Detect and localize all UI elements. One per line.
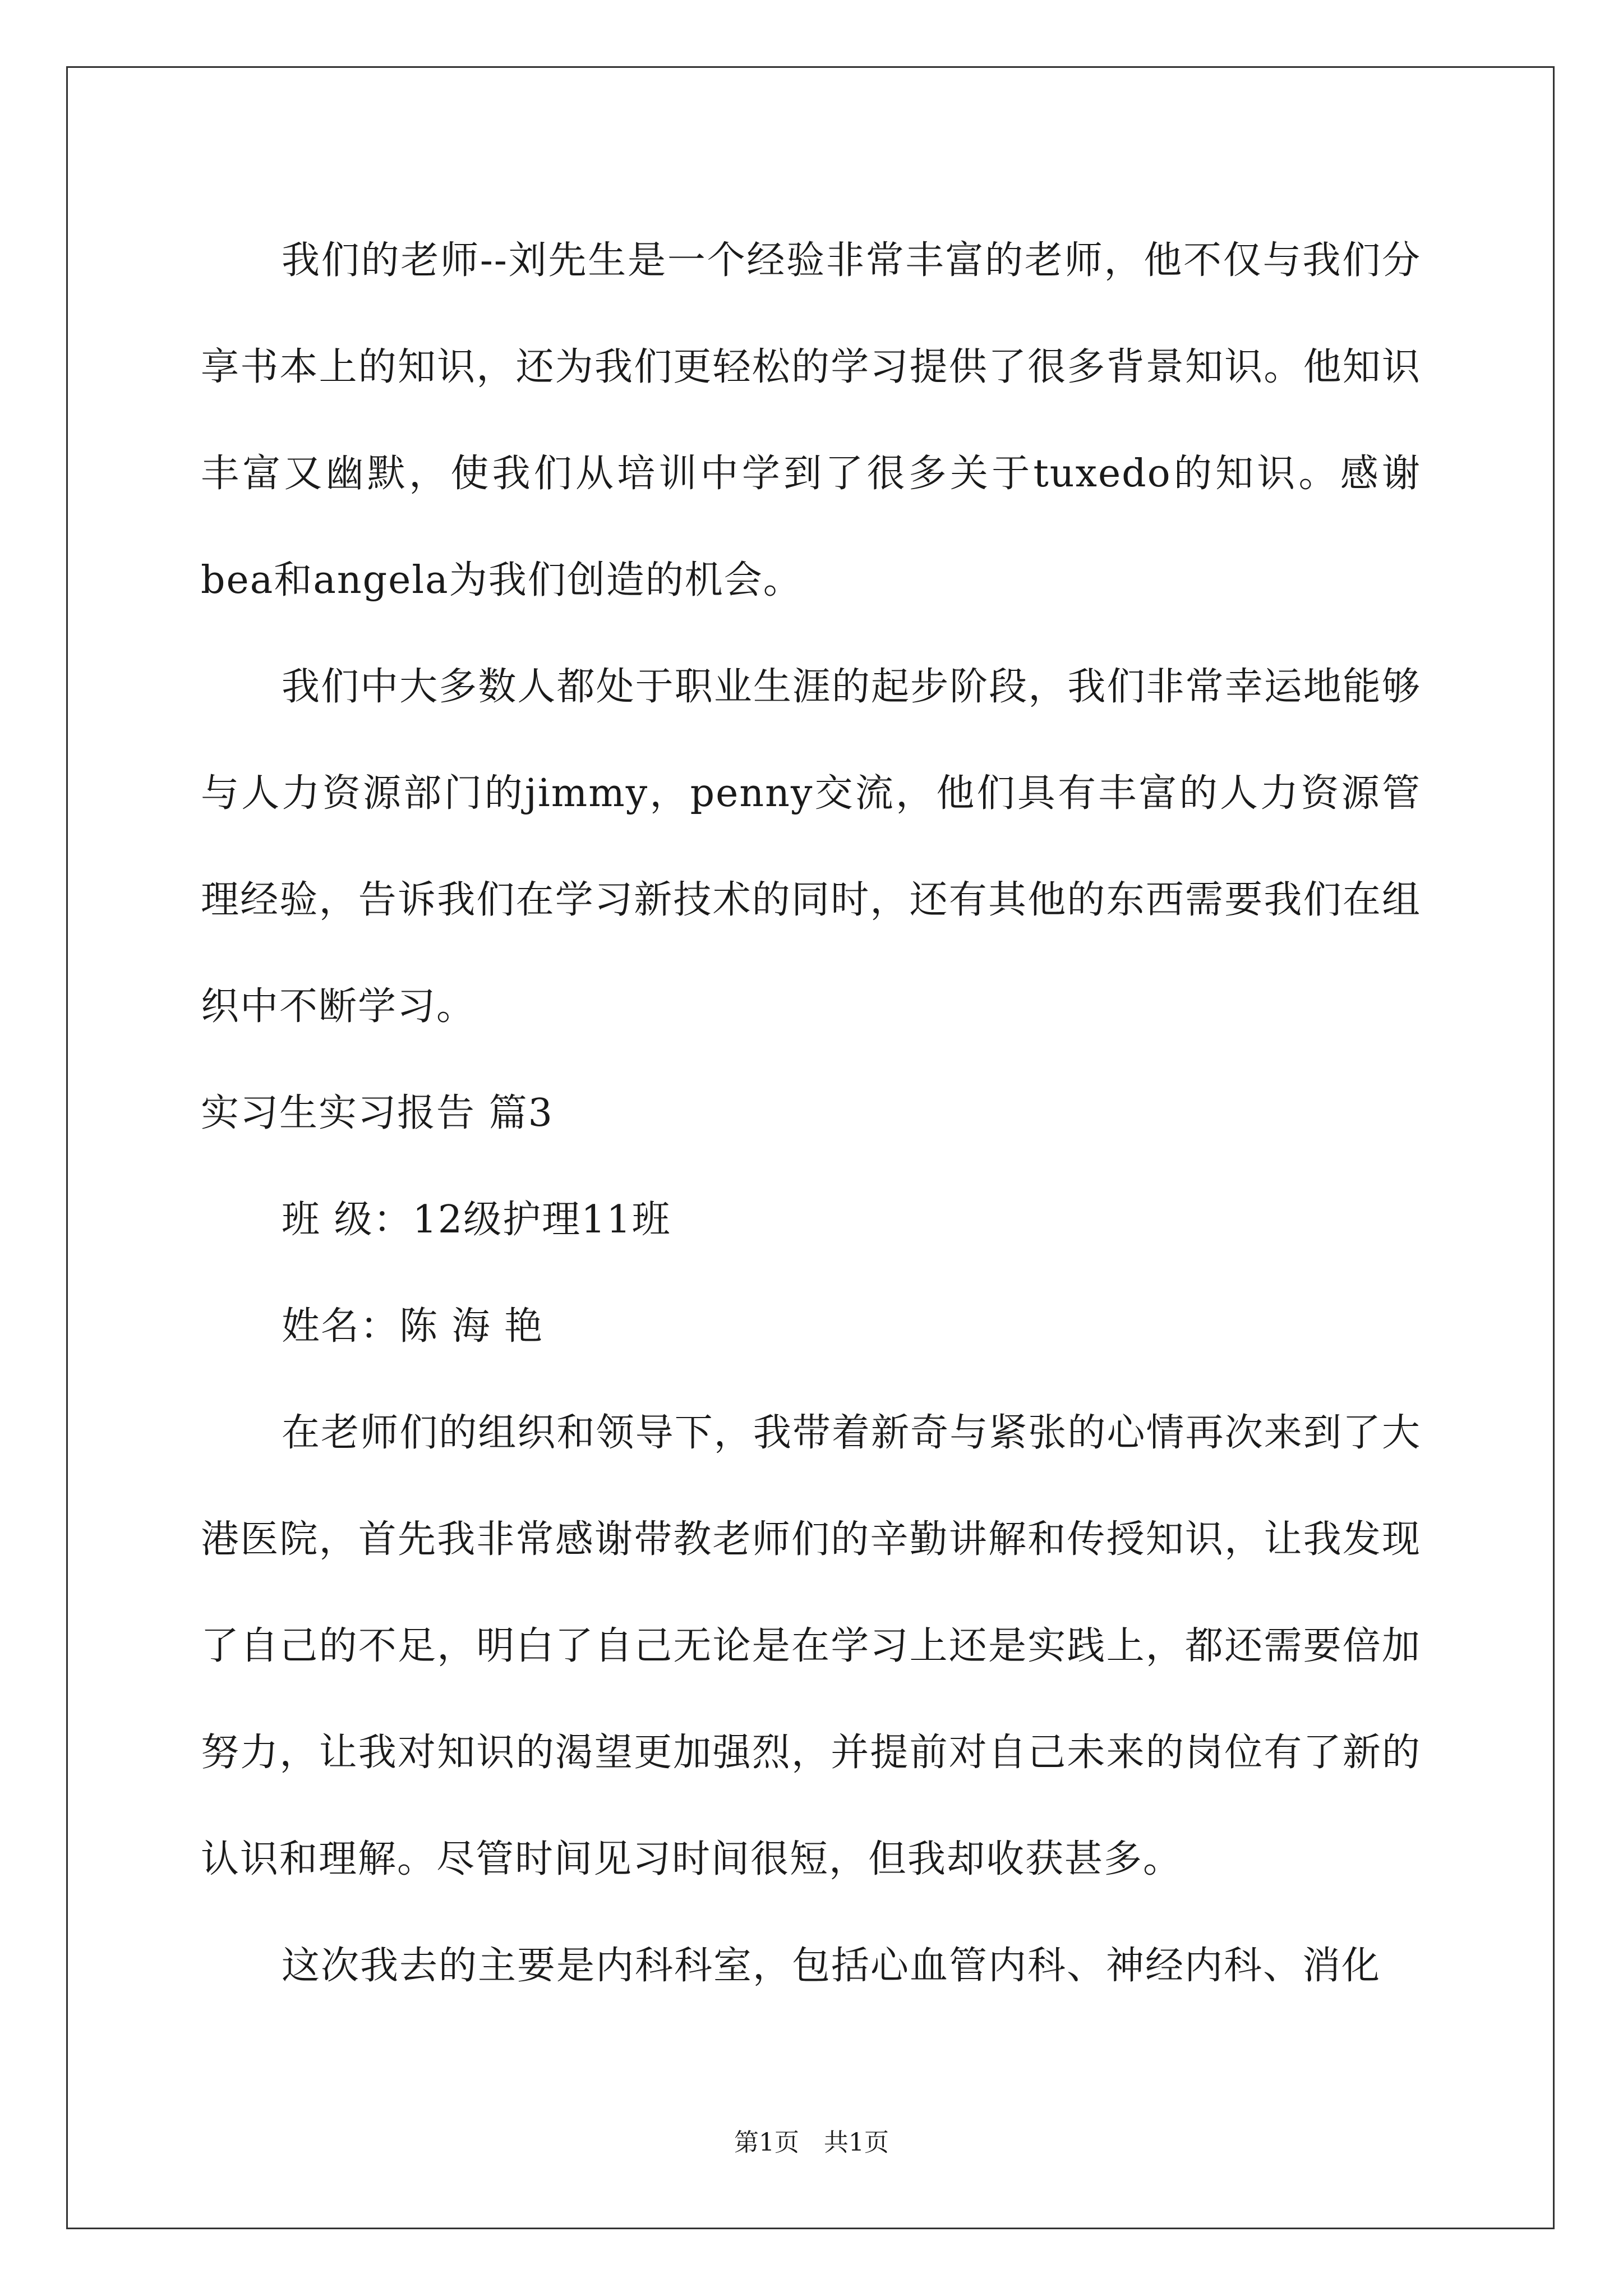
class-line: 班 级：12级护理11班	[282, 1198, 671, 1242]
section-heading: 实习生实习报告 篇3	[201, 1091, 554, 1135]
paragraph-career: 我们中大多数人都处于职业生涯的起步阶段，我们非常幸运地能够与人力资源部门的jimmy，penny交流，他们具有丰富的人力资源管理经验，告诉我们在学习新技术的同时，还有其他的东西需要我们在组织中不断学习。	[201, 665, 1421, 1029]
paragraph-hospital: 在老师们的组织和领导下，我带着新奇与紧张的心情再次来到了大港医院，首先我非常感谢带教老师们的辛勤讲解和传授知识，让我发现了自己的不足，明白了自己无论是在学习上还是实践上，都还需要倍加努力，让我对知识的渴望更加强烈，并提前对自己未来的岗位有了新的认识和理解。尽管时间见习时间很短，但我却收获甚多。	[201, 1411, 1421, 1881]
page-footer: 第1页 共1页	[734, 2128, 889, 2157]
paragraph-teacher: 我们的老师--刘先生是一个经验非常丰富的老师，他不仅与我们分享书本上的知识，还为我们更轻松的学习提供了很多背景知识。他知识丰富又幽默，使我们从培训中学到了很多关于tuxedo的知识。感谢bea和angela为我们创造的机会。	[201, 238, 1421, 602]
document-body	[201, 208, 1421, 2019]
paragraph-departments: 这次我去的主要是内科科室，包括心血管内科、神经内科、消化	[282, 1944, 1381, 1988]
name-line: 姓名：陈 海 艳	[282, 1304, 544, 1349]
